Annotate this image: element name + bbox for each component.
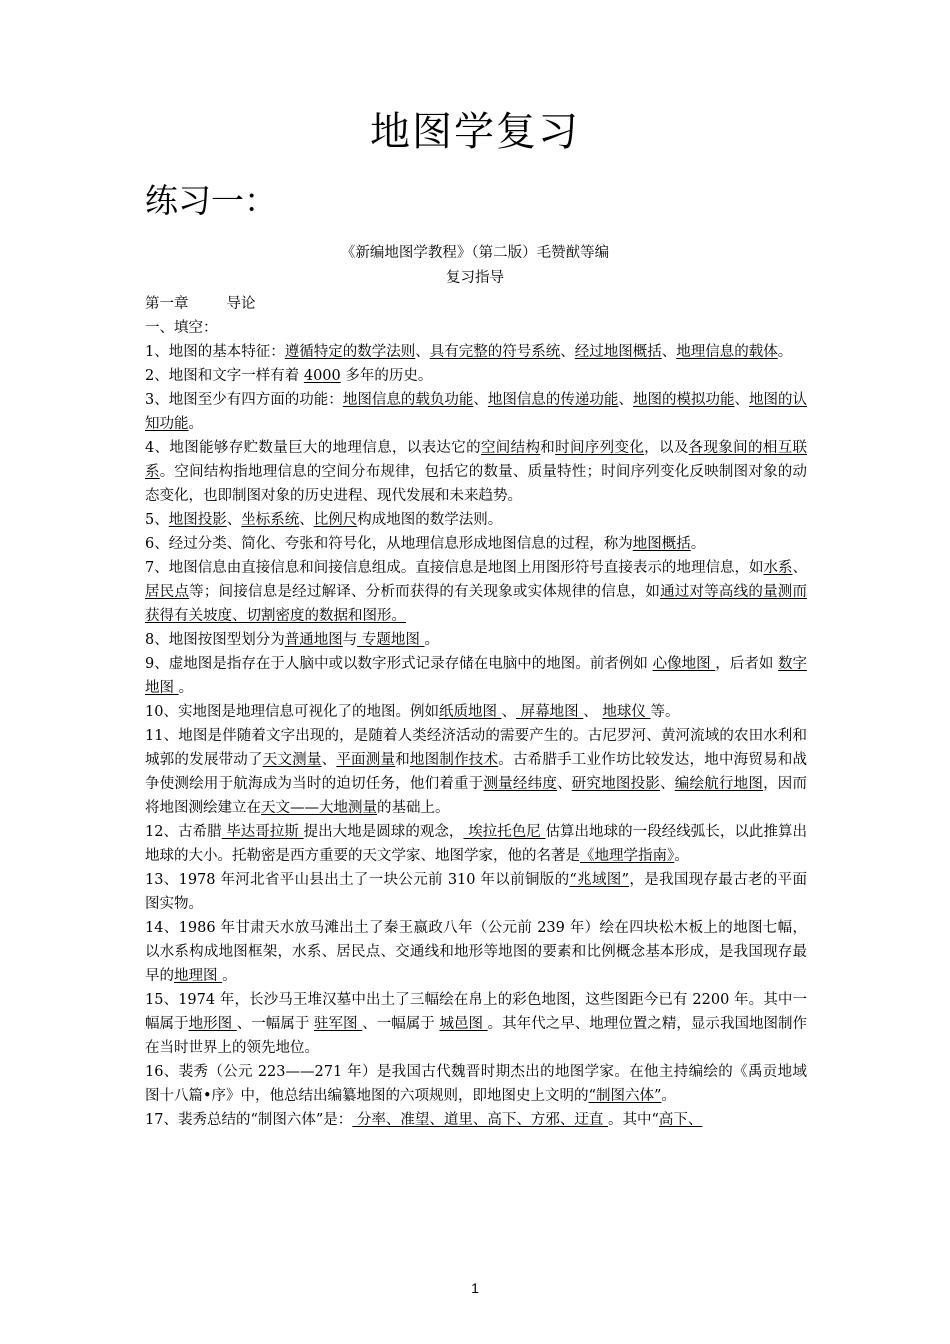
question-item [145,532,807,556]
answer-text: 地理信息的载体 [676,344,778,360]
question-text: 。 [424,632,439,648]
question-text: 。 [674,848,689,864]
question-text: ，后者如 [715,656,778,672]
question-text: 15、1974 年，长沙马王堆汉墓中出土了三幅绘在帛上的彩色地图，这些图距今已有 2200 年。其中一幅属于 [145,992,807,1032]
question-text: 。 [188,416,203,432]
question-item [145,1060,807,1108]
document-body [145,292,807,1132]
section-heading: 一、填空： [145,320,218,336]
answer-text: 纸质地图 [438,704,502,720]
question-text: 3、地图至少有四方面的功能： [145,392,343,408]
question-text: 、 [792,560,807,576]
answer-text: “制图六体” [588,1088,662,1104]
question-text: 和 [540,440,556,456]
question-text: 。其年代之早、地理位置之精，显示我国地图制作在当时世界上的领先地位。 [145,1016,808,1056]
question-item [145,628,807,652]
answer-text: 数字地图 [145,656,808,696]
answer-text: 地球仪 [602,704,651,720]
question-text: 7、地图信息由直接信息和间接信息组成。直接信息是地图上用图形符号直接表示的地理信息，如 [145,560,764,576]
exercise-heading: 练习一： [145,181,277,220]
question-text: 。空间结构指地理信息的空间分布规律，包括它的数量、质量特性；时间序列变化反映制图对象的动态变化，也即制图对象的历史进程、现代发展和未来趋势。 [145,464,807,504]
answer-text: 专题地图 [357,632,425,648]
answer-text: 地理图 [174,968,223,984]
question-text: 、 [734,392,750,408]
question-item [145,1108,807,1132]
question-list [145,340,807,1132]
question-text: 4、地图能够存贮数量巨大的地理信息，以表达它的 [145,440,481,456]
question-text: 与 [342,632,358,648]
document-title: 地图学复习 [370,109,580,155]
question-text: 、一幅属于 [362,1016,440,1032]
question-text: 、 [501,704,517,720]
answer-text: 水系 [763,560,793,576]
question-text: 。 [222,968,237,984]
question-text: 5、 [145,512,169,528]
question-text: 14、1986 年甘肃天水放马滩出土了秦王嬴政八年（公元前 239 年）绘在四块松木板上的地图七幅，以水系构成地图框架，水系、居民点、交通线和地形等地图的要素和比例概念基本形成，是我国现存最早的 [145,920,807,984]
question-text: 的基础上。 [377,800,450,816]
answer-text: 平面测量 [336,752,396,768]
answer-text: 地图信息的传递功能 [487,392,619,408]
answer-text: 心像地图 [652,656,716,672]
answer-text: 地图信息的载负功能 [342,392,474,408]
answer-text: 地图投影 [168,512,227,528]
question-text: 等；间接信息是经过解译、分析而获得的有关现象或实体规律的信息，如 [189,584,661,600]
question-text: 和 [395,752,410,768]
question-item [145,820,807,868]
answer-text: 天文——大地测量 [261,800,377,816]
question-text: 、 [583,704,603,720]
question-item [145,988,807,1060]
question-item [145,724,807,820]
question-text: ，以及 [644,440,689,456]
answer-text: 研究地图投影 [571,776,661,792]
answer-text: 埃拉托色尼 [463,824,546,840]
answer-text: 天文测量 [262,752,322,768]
answer-text: 普通地图 [284,632,343,648]
answer-text: 屏幕地图 [516,704,584,720]
question-text: ，是我国现存最古老的平面图实物。 [145,872,808,912]
question-text: 。 [690,536,706,552]
question-item [145,868,807,916]
question-text: 提出大地是圆球的观念， [303,824,464,840]
answer-text: 《地理学指南》 [580,848,675,864]
question-text: 10、实地图是地理信息可视化了的地图。例如 [145,704,439,720]
question-text: 、 [660,776,675,792]
question-item [145,652,807,700]
question-item [145,556,807,628]
answer-text: 地形图 [188,1016,237,1032]
question-item [145,700,807,724]
question-text: 、 [415,344,430,360]
answer-text: 遵循特定的数学法则 [284,344,416,360]
answer-text: 居民点 [145,584,190,600]
question-item [145,340,807,364]
answer-text: 时间序列变化 [555,440,645,456]
answer-text: 地图制作技术 [409,752,499,768]
answer-text: “兆域图” [569,872,630,888]
question-text: 、一幅属于 [236,1016,314,1032]
question-text: 2、地图和文字一样有着 [145,368,304,384]
answer-text: 分率、准望、道里、高下、方邪、迂直 [352,1112,608,1128]
question-text: 。 [178,680,194,696]
chapter-heading [145,292,807,316]
answer-text: 空间结构 [480,440,541,456]
answer-text: 地图的模拟功能 [632,392,735,408]
question-text: 、 [299,512,314,528]
question-text: 13、1978 年河北省平山县出土了一块公元前 310 年以前铜版的 [145,872,570,888]
question-text: 8、地图按图型划分为 [145,632,285,648]
answer-text: 地图概括 [632,536,691,552]
question-item [145,916,807,988]
question-text: 。古希腊手工业作坊比较发达，地中海贸易和战争使测绘用于航海成为当时的迫切任务，他们着重于 [145,752,808,792]
question-text: 11、地图是伴随着文字出现的，是随着人类经济活动的需要产生的。古尼罗河、黄河流域的农田水利和城郭的发展带动了 [145,728,807,768]
guide-heading: 复习指导 [446,270,504,286]
question-text: 、 [560,344,575,360]
question-text: 1、地图的基本特征： [145,344,285,360]
question-text: ，因而将地图测绘建立在 [145,776,808,816]
answer-text: 地图的认知功能 [145,392,808,432]
question-text: 、 [321,752,337,768]
answer-text: 4000 [303,368,341,384]
question-text: 多年的历史。 [340,368,433,384]
answer-text: 编绘航行地图 [674,776,764,792]
answer-text: 驻军图 [314,1016,363,1032]
question-text: 6、经过分类、简化、夸张和符号化，从地理信息形成地图信息的过程，称为 [145,536,633,552]
answer-text: 高下、 [658,1112,703,1128]
answer-text: 比例尺 [313,512,358,528]
question-text: 等。 [650,704,680,720]
question-text: 。其中“ [608,1112,659,1128]
answer-text: 通过对等高线的量测而获得有关坡度、切割密度的数据和图形。 [145,584,808,624]
question-text: 。 [661,1088,676,1104]
answer-text: 各现象间的相互联系 [145,440,808,480]
question-item [145,508,807,532]
question-text: 、 [661,344,677,360]
question-text: 16、裴秀（公元 223——271 年）是我国古代魏晋时期杰出的地图学家。在他主持编绘的《禹贡地域图十八篇•序》中，他总结出编纂地图的六项规则，即地图史上文明的 [145,1064,807,1104]
chapter-name: 导论 [226,296,256,312]
question-text: 。 [777,344,793,360]
question-text: 、 [473,392,488,408]
question-item [145,388,807,436]
question-text: 17、裴秀总结的“制图六体”是： [145,1112,353,1128]
question-item [145,436,807,508]
answer-text: 坐标系统 [241,512,300,528]
question-text: 估算出地球的一段经线弧长，以此推算出地球的大小。托勒密是西方重要的天文学家、地图学家，他的名著是 [145,824,808,864]
chapter-number: 第一章 [145,296,189,312]
question-item [145,364,807,388]
question-text: 构成地图的数学法则。 [357,512,503,528]
question-text: 9、虚地图是指存在于人脑中或以数字形式记录存储在电脑中的地图。前者例如 [145,656,653,672]
question-text: 、 [618,392,633,408]
answer-text: 毕达哥拉斯 [221,824,304,840]
question-text: 12、古希腊 [145,824,222,840]
answer-text: 测量经纬度 [483,776,558,792]
answer-text: 具有完整的符号系统 [429,344,561,360]
book-reference: 《新编地图学教程》（第二版）毛赞猷等编 [340,245,610,261]
question-text: 、 [226,512,242,528]
answer-text: 经过地图概括 [574,344,662,360]
answer-text: 城邑图 [439,1016,488,1032]
page-number: 1 [471,1280,479,1296]
question-text: 、 [557,776,572,792]
